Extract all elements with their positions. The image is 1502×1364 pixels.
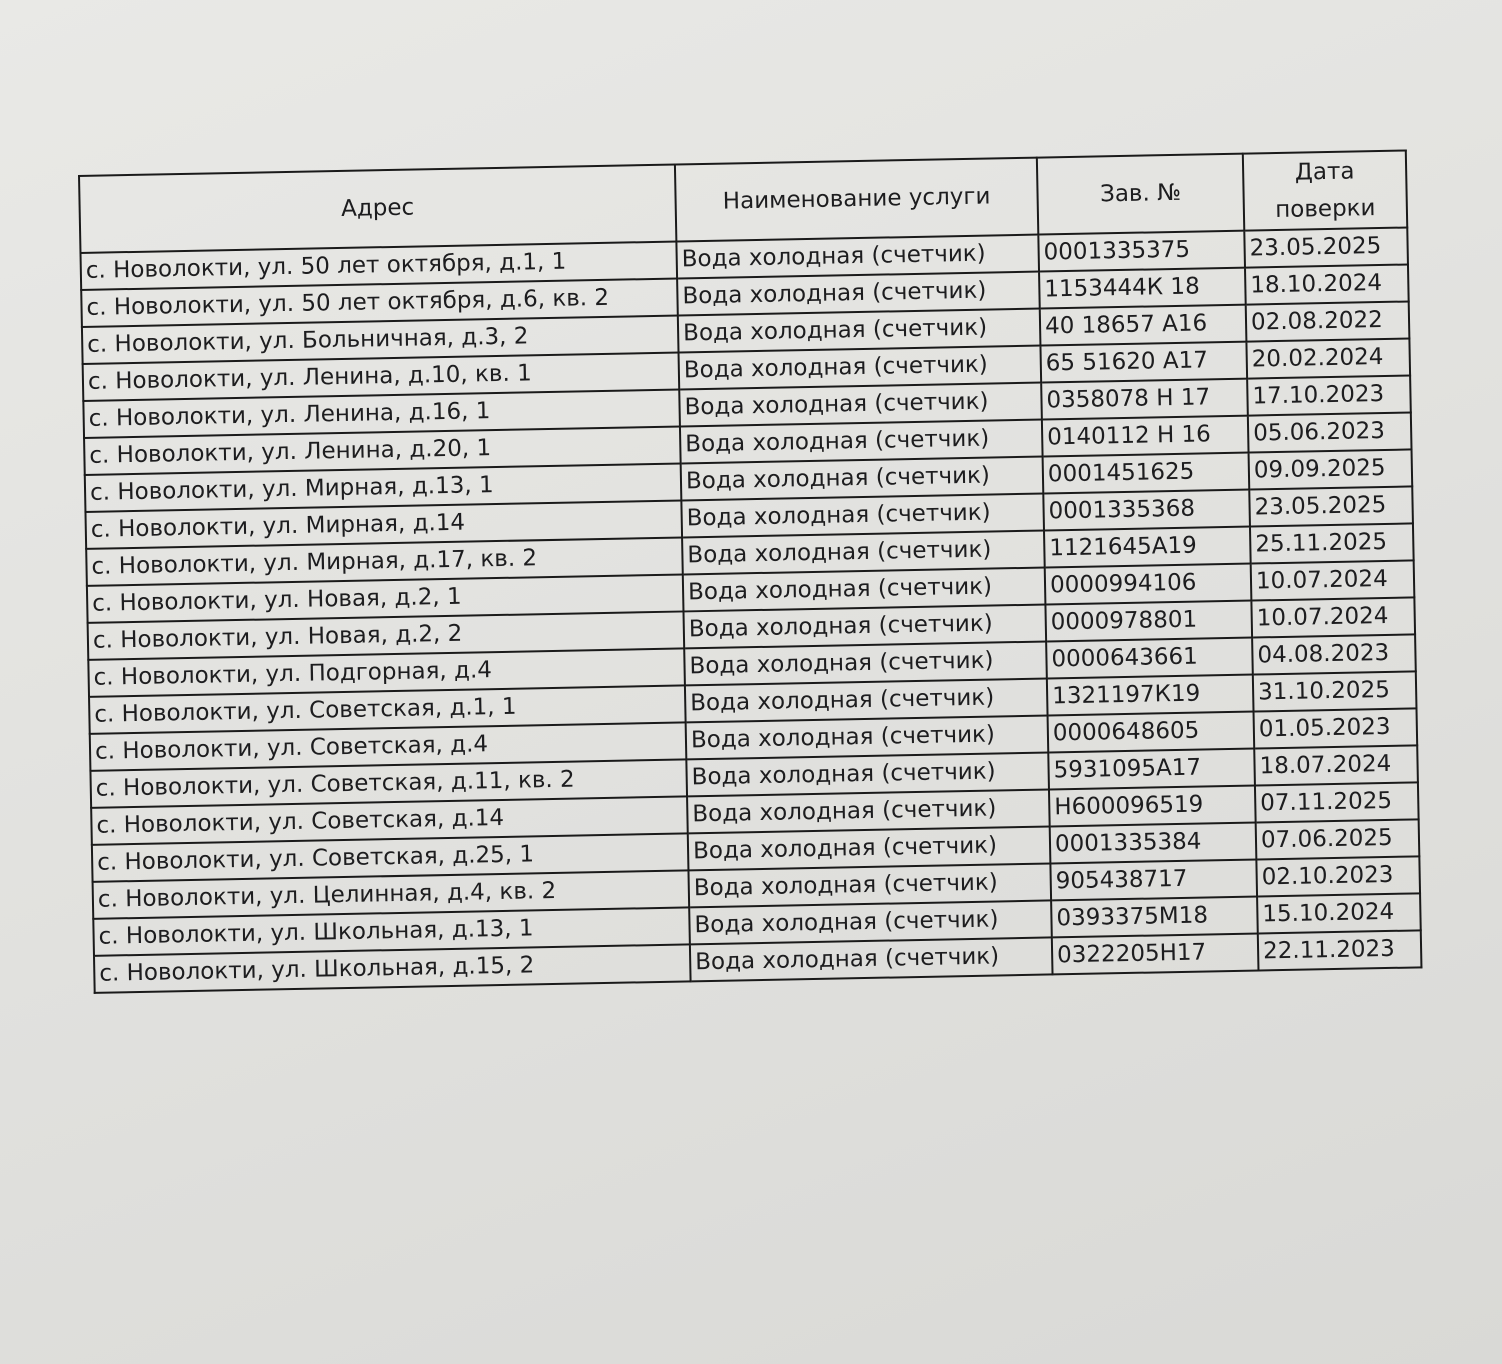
cell-service: Вода холодная (счетчик) — [677, 272, 1040, 316]
cell-verification-date: 31.10.2025 — [1253, 671, 1417, 711]
cell-verification-date: 18.07.2024 — [1254, 745, 1418, 785]
cell-service: Вода холодная (счетчик) — [681, 494, 1044, 538]
cell-service: Вода холодная (счетчик) — [679, 383, 1042, 427]
header-address: Адрес — [79, 165, 676, 253]
cell-service: Вода холодная (счетчик) — [683, 568, 1046, 612]
cell-verification-date: 01.05.2023 — [1254, 708, 1418, 748]
cell-service: Вода холодная (счетчик) — [683, 605, 1046, 649]
cell-address: с. Новолокти, ул. 50 лет октября, д.1, 1 — [80, 242, 677, 290]
cell-address: с. Новолокти, ул. Советская, д.11, кв. 2 — [90, 759, 687, 807]
cell-service: Вода холодная (счетчик) — [687, 789, 1050, 833]
cell-serial-number: 5931095А17 — [1048, 749, 1255, 790]
cell-service: Вода холодная (счетчик) — [688, 863, 1051, 907]
cell-serial-number: 0001335368 — [1043, 490, 1250, 531]
cell-service: Вода холодная (счетчик) — [686, 715, 1049, 759]
cell-address: с. Новолокти, ул. Целинная, д.4, кв. 2 — [93, 870, 690, 918]
cell-verification-date: 15.10.2024 — [1257, 893, 1421, 933]
cell-service: Вода холодная (счетчик) — [680, 420, 1043, 464]
cell-verification-date: 10.07.2024 — [1251, 560, 1415, 600]
cell-serial-number: 0322205Н17 — [1052, 933, 1259, 974]
cell-serial-number: 0000994106 — [1045, 564, 1252, 605]
cell-address: с. Новолокти, ул. Советская, д.25, 1 — [92, 833, 689, 881]
cell-serial-number: 65 51620 А17 — [1040, 342, 1247, 383]
cell-serial-number: 0000978801 — [1045, 601, 1252, 642]
cell-serial-number: 1153444К 18 — [1039, 268, 1246, 309]
cell-serial-number: 1321197К19 — [1047, 675, 1254, 716]
cell-verification-date: 02.10.2023 — [1256, 856, 1420, 896]
cell-verification-date: 05.06.2023 — [1248, 412, 1412, 452]
table-body — [80, 227, 1421, 992]
cell-serial-number: 0001335384 — [1050, 823, 1257, 864]
cell-service: Вода холодная (счетчик) — [681, 457, 1044, 501]
cell-serial-number: 905438717 — [1050, 860, 1257, 901]
cell-address: с. Новолокти, ул. Ленина, д.16, 1 — [83, 389, 680, 437]
cell-service: Вода холодная (счетчик) — [685, 678, 1048, 722]
cell-verification-date: 18.10.2024 — [1245, 264, 1409, 304]
meter-verification-table — [78, 149, 1422, 993]
cell-address: с. Новолокти, ул. Новая, д.2, 2 — [88, 611, 685, 659]
cell-verification-date: 04.08.2023 — [1252, 634, 1416, 674]
cell-verification-date: 17.10.2023 — [1247, 375, 1411, 415]
header-date-line1: Дата — [1294, 158, 1355, 186]
cell-address: с. Новолокти, ул. Советская, д.14 — [91, 796, 688, 844]
cell-verification-date: 02.08.2022 — [1246, 301, 1410, 341]
header-verification-date — [1243, 151, 1407, 231]
cell-verification-date: 23.05.2025 — [1244, 227, 1408, 267]
cell-service: Вода холодная (счетчик) — [688, 826, 1051, 870]
header-date-line2: поверки — [1274, 194, 1376, 223]
cell-verification-date: 20.02.2024 — [1246, 338, 1410, 378]
cell-serial-number: 1121645А19 — [1044, 527, 1251, 568]
cell-verification-date: 07.06.2025 — [1256, 819, 1420, 859]
cell-address: с. Новолокти, ул. Советская, д.1, 1 — [89, 685, 686, 733]
cell-verification-date: 07.11.2025 — [1255, 782, 1419, 822]
cell-address: с. Новолокти, ул. Мирная, д.14 — [85, 500, 682, 548]
cell-address: с. Новолокти, ул. Новая, д.2, 1 — [87, 574, 684, 622]
cell-serial-number: Н600096519 — [1049, 786, 1256, 827]
cell-service: Вода холодная (счетчик) — [679, 346, 1042, 390]
cell-service: Вода холодная (счетчик) — [682, 531, 1045, 575]
cell-service: Вода холодная (счетчик) — [686, 752, 1049, 796]
cell-address: с. Новолокти, ул. 50 лет октября, д.6, кв. 2 — [81, 279, 678, 327]
cell-serial-number: 0001335375 — [1038, 231, 1245, 272]
cell-service: Вода холодная (счетчик) — [676, 235, 1039, 279]
cell-service: Вода холодная (счетчик) — [684, 642, 1047, 686]
cell-serial-number: 0358078 Н 17 — [1041, 379, 1248, 420]
cell-service: Вода холодная (счетчик) — [678, 309, 1041, 353]
cell-verification-date: 22.11.2023 — [1258, 930, 1422, 970]
cell-serial-number: 0393375М18 — [1051, 896, 1258, 937]
cell-service: Вода холодная (счетчик) — [690, 937, 1053, 981]
cell-verification-date: 10.07.2024 — [1251, 597, 1415, 637]
cell-verification-date: 09.09.2025 — [1249, 449, 1413, 489]
cell-serial-number: 0000643661 — [1046, 638, 1253, 679]
cell-serial-number: 0000648605 — [1048, 712, 1255, 753]
cell-address: с. Новолокти, ул. Мирная, д.17, кв. 2 — [86, 537, 683, 585]
header-serial-number: Зав. № — [1037, 154, 1244, 235]
cell-address: с. Новолокти, ул. Ленина, д.20, 1 — [84, 426, 681, 474]
document-table-container — [78, 149, 1422, 993]
cell-address: с. Новолокти, ул. Ленина, д.10, кв. 1 — [83, 353, 680, 401]
cell-address: с. Новолокти, ул. Советская, д.4 — [90, 722, 687, 770]
cell-service: Вода холодная (счетчик) — [689, 900, 1052, 944]
cell-serial-number: 40 18657 А16 — [1040, 305, 1247, 346]
header-service: Наименование услуги — [675, 158, 1038, 242]
cell-serial-number: 0001451625 — [1043, 453, 1250, 494]
cell-address: с. Новолокти, ул. Подгорная, д.4 — [88, 648, 685, 696]
cell-verification-date: 25.11.2025 — [1250, 523, 1414, 563]
cell-address: с. Новолокти, ул. Мирная, д.13, 1 — [85, 463, 682, 511]
cell-address: с. Новолокти, ул. Школьная, д.15, 2 — [94, 944, 691, 992]
cell-verification-date: 23.05.2025 — [1249, 486, 1413, 526]
cell-address: с. Новолокти, ул. Больничная, д.3, 2 — [82, 316, 679, 364]
cell-serial-number: 0140112 Н 16 — [1042, 416, 1249, 457]
cell-address: с. Новолокти, ул. Школьная, д.13, 1 — [93, 907, 690, 955]
